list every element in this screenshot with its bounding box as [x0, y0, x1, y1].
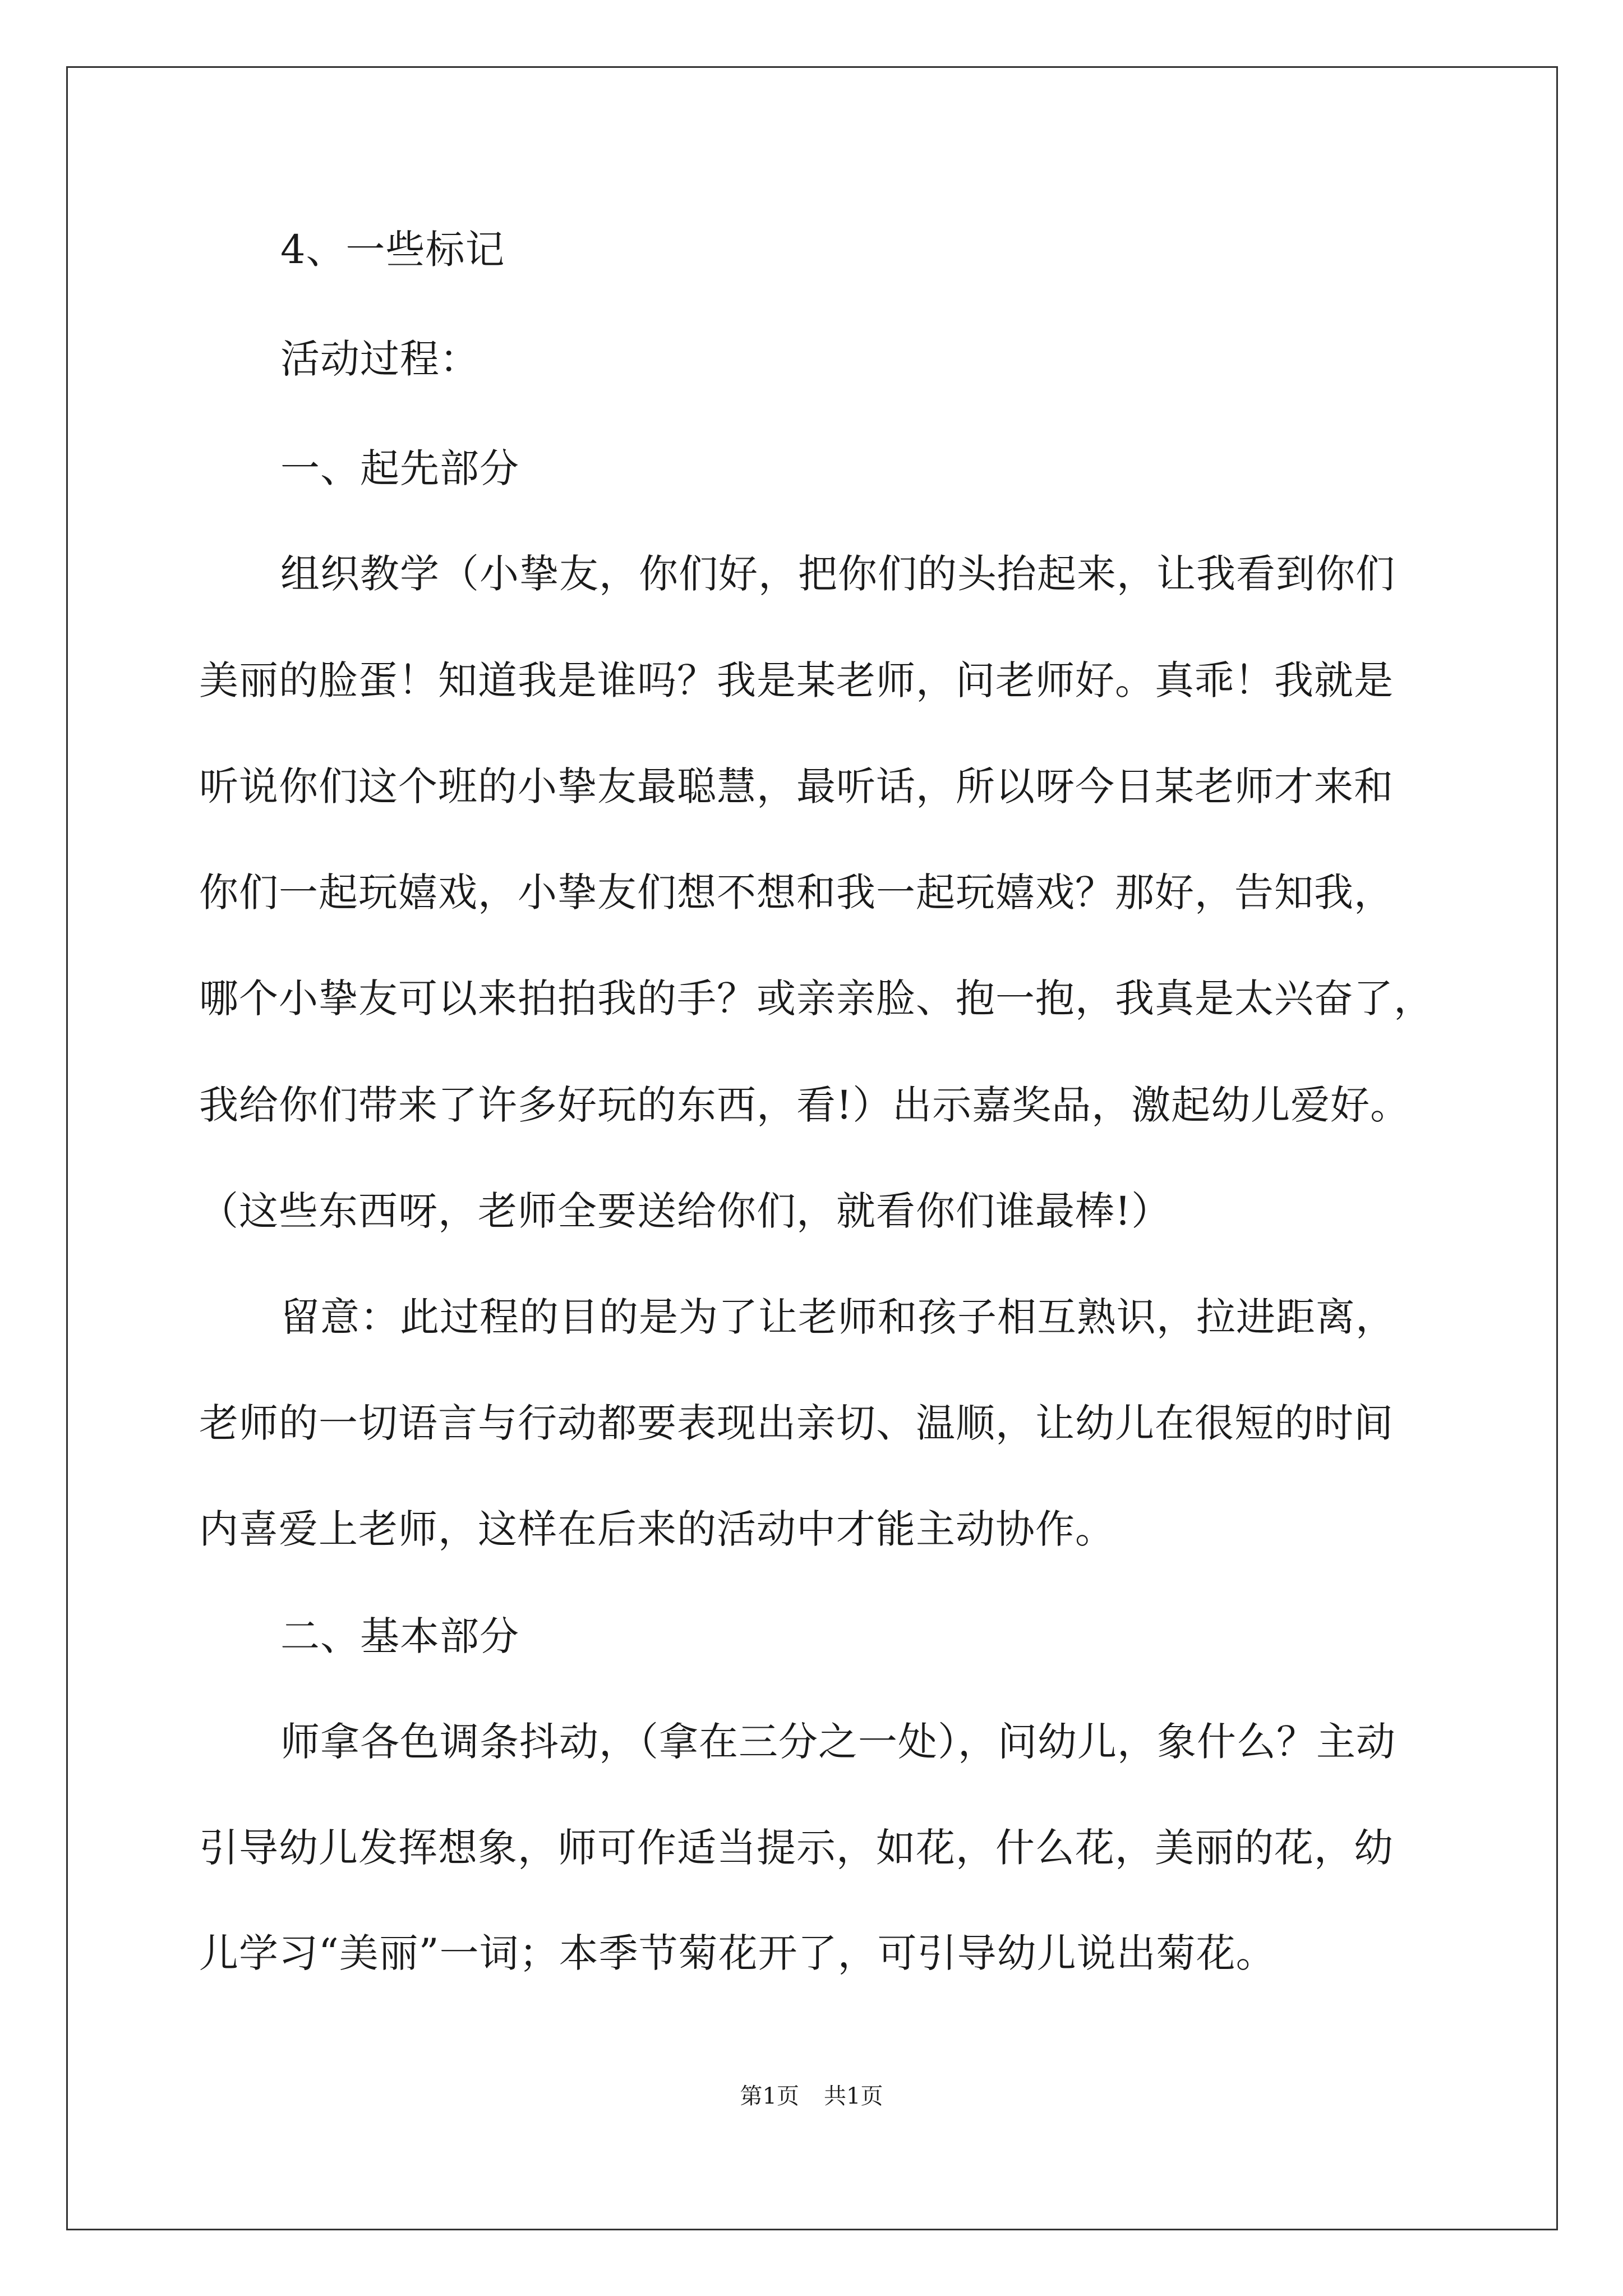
paragraph-line: （这些东西呀，老师全要送给你们，就看你们谁最棒!） [199, 1188, 1172, 1234]
paragraph-line: 听说你们这个班的小挚友最聪慧，最听话，所以呀今日某老师才来和 [199, 763, 1394, 809]
page-footer [0, 2082, 1623, 2110]
page-number: 第1页 [740, 2083, 799, 2109]
paragraph-line: 师拿各色调条抖动，（拿在三分之一处），问幼儿，象什么？主动 [280, 1719, 1396, 1765]
paragraph-line: 美丽的脸蛋！知道我是谁吗？我是某老师，问老师好。真乖！我就是 [199, 657, 1394, 703]
paragraph-line: 哪个小挚友可以来拍拍我的手？或亲亲脸、抱一抱，我真是太兴奋了， [199, 976, 1433, 1022]
paragraph-line: 我给你们带来了许多好玩的东西，看!）出示嘉奖品，激起幼儿爱好。 [199, 1082, 1410, 1128]
paragraph-line: 组织教学（小挚友，你们好，把你们的头抬起来，让我看到你们 [280, 551, 1395, 597]
paragraph-line: 你们一起玩嬉戏，小挚友们想不想和我一起玩嬉戏？那好，告知我， [199, 869, 1394, 915]
page-border [66, 66, 1558, 2230]
paragraph-line: 儿学习“美丽”一词；本季节菊花开了，可引导幼儿说出菊花。 [199, 1930, 1276, 1976]
list-item-heading: 4、一些标记 [280, 227, 505, 273]
section-heading: 二、基本部分 [280, 1613, 519, 1659]
paragraph-line: 内喜爱上老师，这样在后来的活动中才能主动协作。 [199, 1506, 1115, 1552]
paragraph-line: 老师的一切语言与行动都要表现出亲切、温顺，让幼儿在很短的时间 [199, 1400, 1394, 1446]
paragraph-line: 留意：此过程的目的是为了让老师和孩子相互熟识，拉进距离， [280, 1294, 1395, 1340]
section-label: 活动过程： [280, 336, 479, 382]
page-total: 共1页 [824, 2083, 883, 2109]
section-heading: 一、起先部分 [280, 445, 519, 491]
paragraph-line: 引导幼儿发挥想象，师可作适当提示，如花，什么花，美丽的花，幼 [199, 1825, 1394, 1871]
